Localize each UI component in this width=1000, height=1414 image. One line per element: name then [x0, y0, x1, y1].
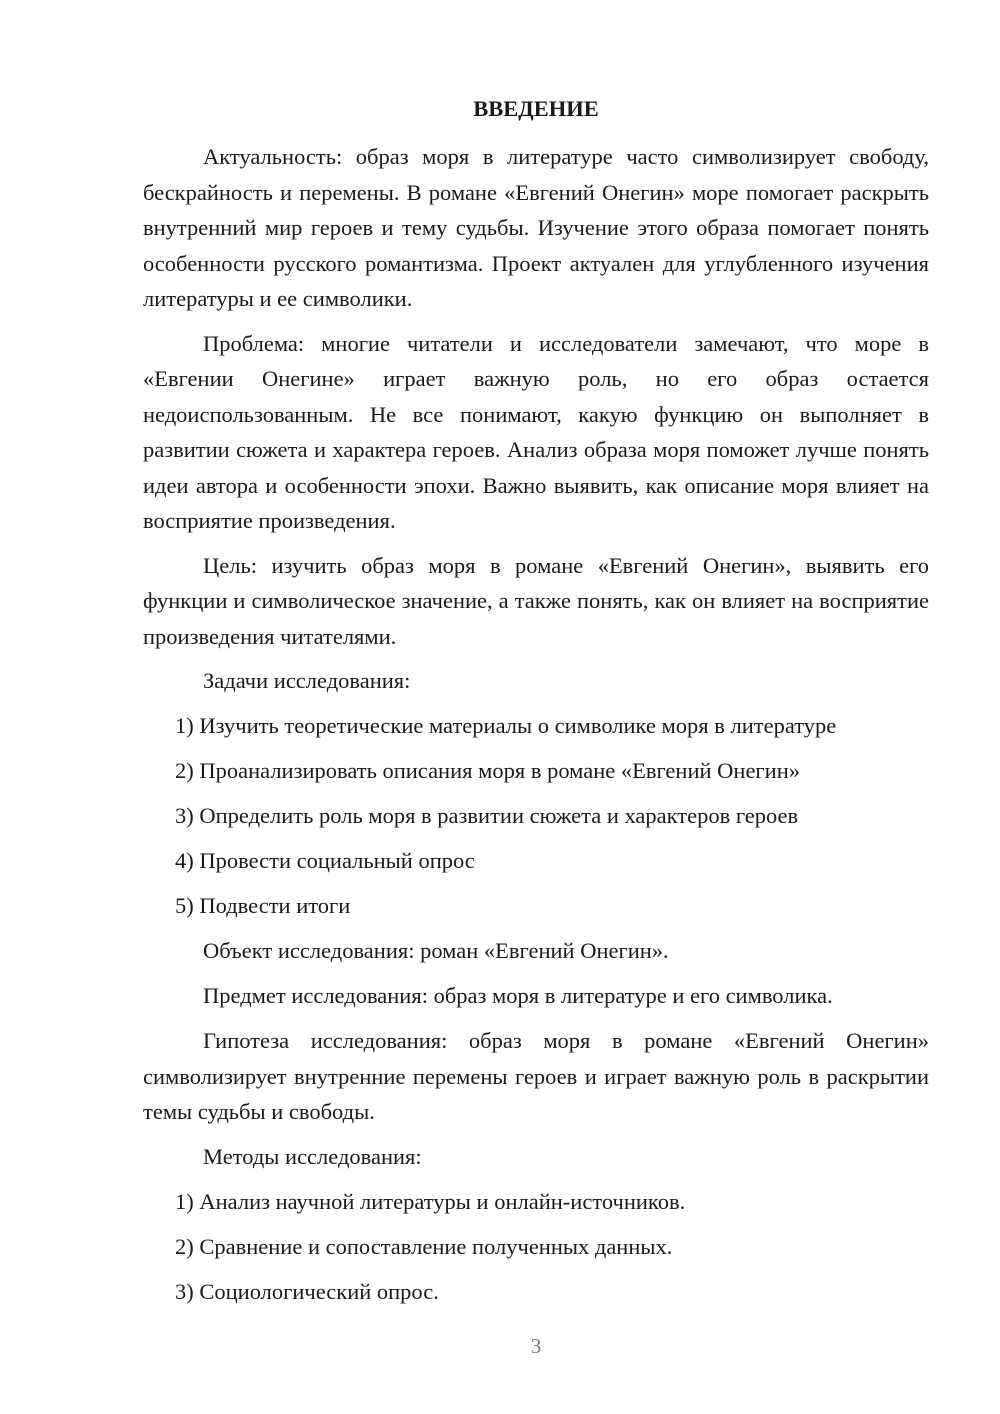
- method-item: 2) Сравнение и сопоставление полученных данных.: [175, 1233, 673, 1259]
- page-title: ВВЕДЕНИЕ: [473, 96, 599, 121]
- page-number: 3: [530, 1334, 542, 1358]
- relevance-paragraph: Актуальность: образ моря в литературе часто символизирует свободу, бескрайность и перемены. В романе «Евгений Онегин» море помогает раскрыть внутренний мир героев и тему судьбы. Изучение этого образа помогает понять особенности русского романтизма. Проект актуален для углубленного изучения литературы и ее символики.: [143, 144, 929, 311]
- task-item: 5) Подвести итоги: [175, 893, 351, 918]
- goal-paragraph: Цель: изучить образ моря в романе «Евгений Онегин», выявить его функции и символическое значение, а также понять, как он влияет на восприятие произведения читателями.: [143, 552, 929, 649]
- problem-paragraph: Проблема: многие читатели и исследователи замечают, что море в «Евгении Онегине» играет важную роль, но его образ остается недоиспользованным. Не все понимают, какую функцию он выполняет в развитии сюжета и характера героев. Анализ образа моря поможет лучше понять идеи автора и особенности эпохи. Важно выявить, как описание моря влияет на восприятие произведения.: [143, 330, 929, 533]
- methods-heading: Методы исследования:: [203, 1143, 422, 1169]
- method-item: 3) Социологический опрос.: [175, 1278, 439, 1304]
- subject-line: Предмет исследования: образ моря в литературе и его символика.: [203, 983, 833, 1008]
- document-page: [143, 94, 929, 1319]
- object-line: Объект исследования: роман «Евгений Онегин».: [203, 938, 669, 963]
- task-item: 4) Провести социальный опрос: [175, 848, 475, 873]
- hypothesis-paragraph: Гипотеза исследования: образ моря в романе «Евгений Онегин» символизирует внутренние перемены героев и играет важную роль в раскрытии темы судьбы и свободы.: [143, 1028, 929, 1124]
- task-item: 2) Проанализировать описания моря в романе «Евгений Онегин»: [175, 758, 800, 783]
- tasks-heading: Задачи исследования:: [203, 668, 411, 693]
- tasks-list: [143, 708, 929, 924]
- task-item: 1) Изучить теоретические материалы о символике моря в литературе: [175, 713, 837, 738]
- task-item: 3) Определить роль моря в развитии сюжета и характеров героев: [175, 803, 799, 828]
- methods-list: [143, 1184, 929, 1310]
- method-item: 1) Анализ научной литературы и онлайн-источников.: [175, 1188, 686, 1214]
